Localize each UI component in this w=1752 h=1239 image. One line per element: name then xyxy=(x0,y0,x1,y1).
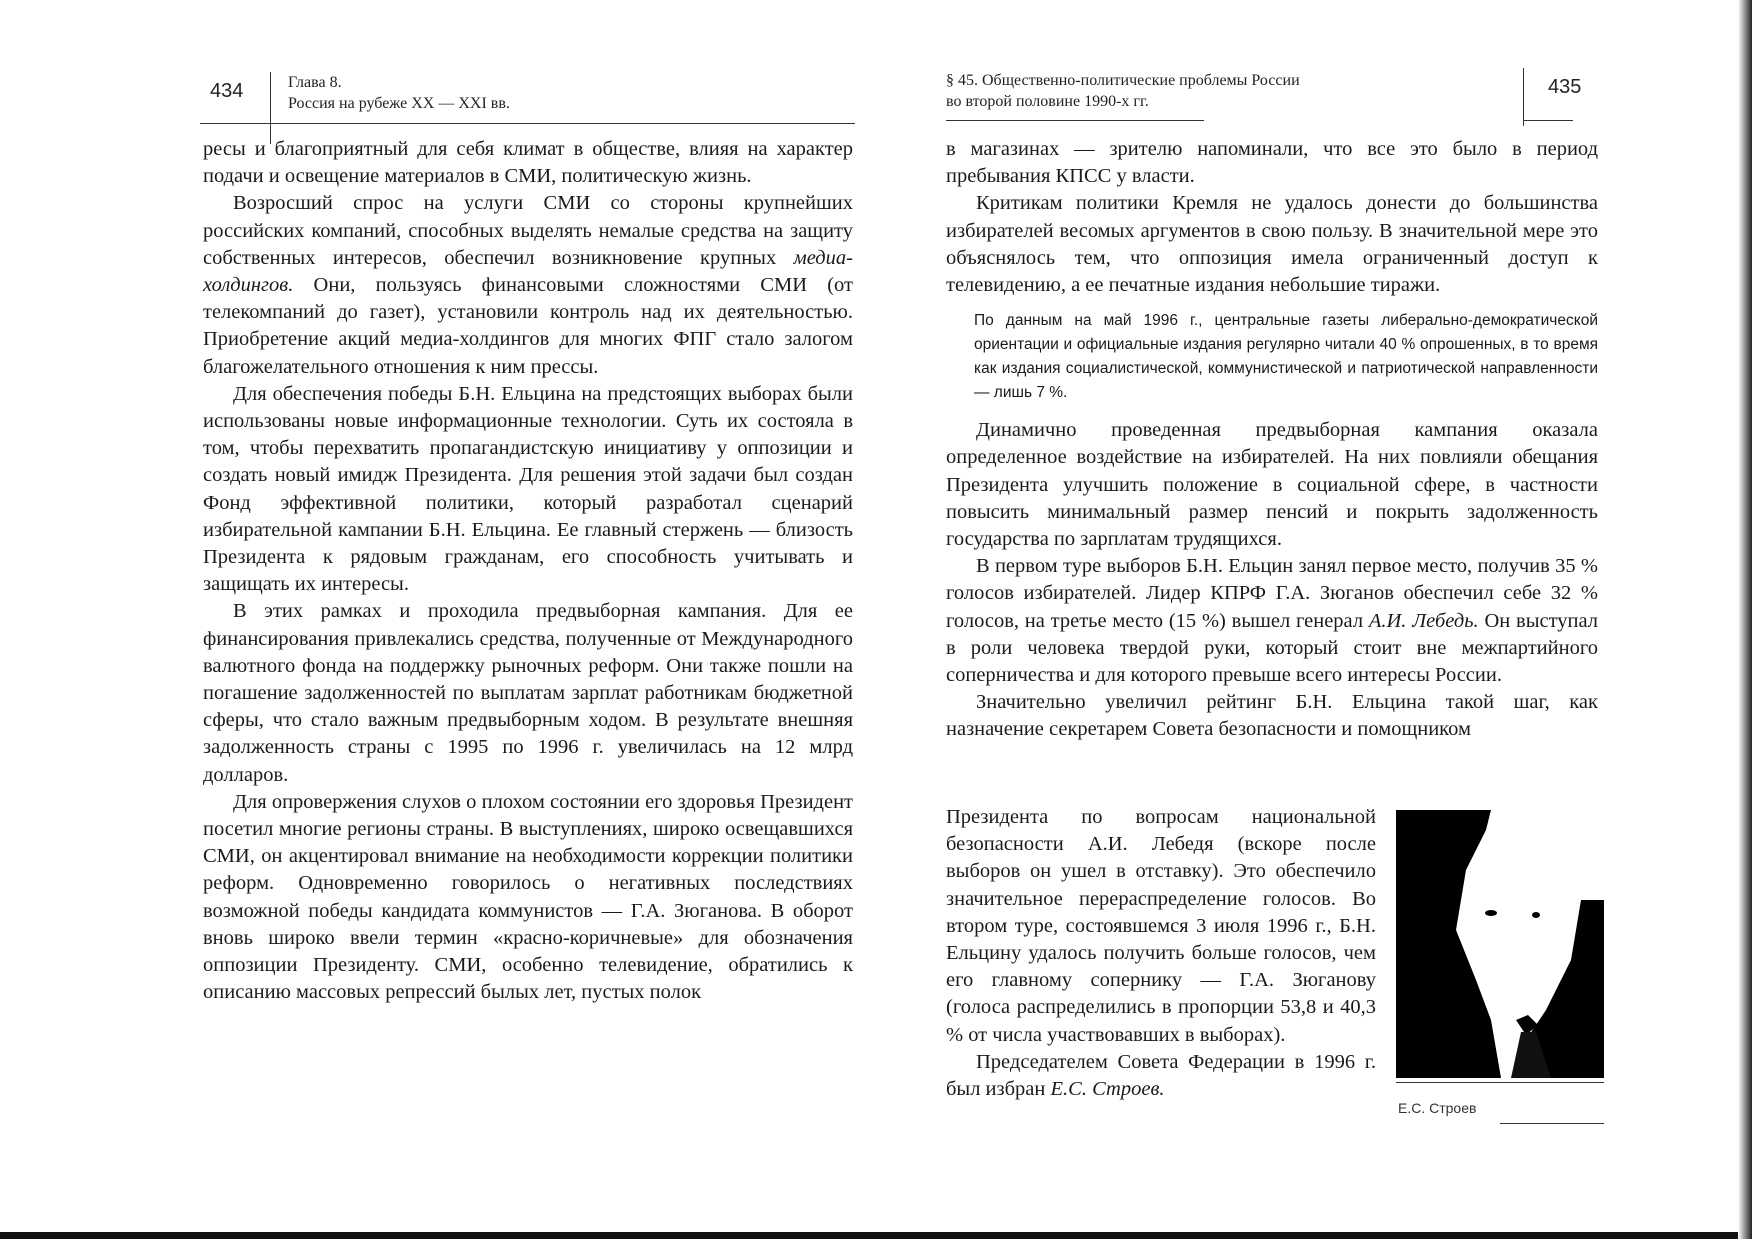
left-body-text xyxy=(203,136,853,1007)
paragraph: в магазинах — зрителю напоминали, что все это было в период пребывания КПСС у власти. xyxy=(946,138,1598,188)
section-subtitle: во второй половине 1990-х гг. xyxy=(946,93,1149,110)
portrait-photo-icon xyxy=(1396,810,1604,1078)
running-header-right xyxy=(946,70,1300,112)
header-rule xyxy=(946,120,1204,121)
left-page xyxy=(0,0,860,1239)
header-rule xyxy=(200,123,855,124)
scan-edge-bottom xyxy=(0,1232,1752,1239)
header-divider-vertical xyxy=(270,72,271,144)
page-number-right: 435 xyxy=(1548,76,1582,98)
section-title: § 45. Общественно-политические проблемы России xyxy=(946,72,1300,89)
paragraph: Значительно увеличил рейтинг Б.Н. Ельцина такой шаг, как назначение секретарем Совета безопасности и помощником xyxy=(946,691,1598,741)
portrait-photo xyxy=(1396,810,1604,1078)
paragraph: В первом туре выборов Б.Н. Ельцин занял первое место, получив 35 % голосов избирателей. Лидер КПРФ Г.А. Зюганов обеспечил себе 32 % голосов, на третье место (15 %) вышел генерал А.И. Лебедь. Он выступал в роли человека твердой руки, который стоит вне межпартийного соперничества и для которого превыше всего интересы России. xyxy=(946,555,1598,687)
right-body-text xyxy=(946,136,1598,744)
running-header-left xyxy=(288,72,510,114)
caption-rule xyxy=(1500,1123,1604,1124)
paragraph: ресы и благоприятный для себя климат в обществе, влияя на характер подачи и освещение материалов в СМИ, политическую жизнь. xyxy=(203,138,853,188)
header-rule-short xyxy=(1523,120,1573,121)
scan-edge-right xyxy=(1738,0,1752,1239)
paragraph: Критикам политики Кремля не удалось донести до большинства избирателей весомых аргументов в свою пользу. В значительной мере это объяснялось тем, что оппозиция имела ограниченный доступ к телевидению, а ее печатные издания небольшие тиражи. xyxy=(946,192,1598,297)
chapter-title: Россия на рубеже XX — XXI вв. xyxy=(288,95,510,112)
paragraph: Председателем Совета Федерации в 1996 г. был избран Е.С. Строев. xyxy=(946,1050,1376,1101)
paragraph: Президента по вопросам национальной безопасности А.И. Лебедя (вскоре после выборов он ушел в отставку). Это обеспечило значительное перераспределение голосов. Во втором туре, состоявшемся 3 июля 1996 г., Б.Н. Ельцину удалось получить больше голосов, чем его главному сопернику — Г.А. Зюганову (голоса распределились в пропорции 53,8 и 40,3 % от числа участвовавших в выборах). xyxy=(946,806,1376,1046)
paragraph: Динамично проведенная предвыборная кампания оказала определенное воздействие на избирателей. На них повлияли обещания Президента улучшить положение в социальной сфере, в частности повысить минимальный размер пенсий и покрыть задолженность государства по зарплатам трудящихся. xyxy=(946,419,1598,551)
page-number-left: 434 xyxy=(210,80,244,102)
wrapped-text-beside-photo xyxy=(946,804,1376,1103)
emphasis-name: А.И. Лебедь. xyxy=(1368,609,1479,632)
paragraph: Для обеспечения победы Б.Н. Ельцина на предстоящих выборах были использованы новые информационные технологии. Суть их состояла в том, чтобы перехватить пропагандистскую инициативу у оппозиции и создать новый имидж Президента. Для решения этой задачи был создан Фонд эффективной политики, который разработал сценарий избирательной кампании Б.Н. Ельцина. Ее главный стержень — близость Президента к рядовым гражданам, его способность учитывать и защищать их интересы. xyxy=(203,382,853,596)
chapter-number: Глава 8. xyxy=(288,74,342,91)
emphasis-name: Е.С. Строев. xyxy=(1050,1078,1165,1101)
photo-rule xyxy=(1396,1082,1604,1083)
paragraph: В этих рамках и проходила предвыборная кампания. Для ее финансирования привлекались средства, полученные от Международного валютного фонда на поддержку рыночных реформ. Они также пошли на погашение задолженностей по выплатам зарплат работникам бюджетной сферы, что стало важным предвыборным ходом. В результате внешняя задолженность страны с 1995 по 1996 г. увеличилась на 12 млрд долларов. xyxy=(203,600,853,786)
paragraph: Для опровержения слухов о плохом состоянии его здоровья Президент посетил многие регионы страны. В выступлениях, широко освещавшихся СМИ, он акцентировал внимание на необходимости коррекции политики реформ. Одновременно говорилось о негативных последствиях возможной победы кандидата коммунистов — Г.А. Зюганова. В оборот вновь широко ввели термин «красно-коричневые» для обозначения оппозиции Президенту. СМИ, особенно телевидение, обратились к описанию массовых репрессий былых лет, пустых полок xyxy=(203,790,853,1004)
header-divider-vertical xyxy=(1523,68,1524,126)
photo-caption: Е.С. Строев xyxy=(1398,1100,1477,1116)
statistics-note: По данным на май 1996 г., центральные газеты либерально-демократической ориентации и официальные издания регулярно читали 40 % опрошенных, в то время как издания социалистической, коммунистической и патриотической направленности — лишь 7 %. xyxy=(974,312,1598,402)
emphasis-term: медиа-холдингов. xyxy=(203,246,853,297)
paragraph: Возросший спрос на услуги СМИ со стороны крупнейших российских компаний, способных выделять немалые средства на защиту собственных интересов, обеспечил возникновение крупных медиа-холдингов. Они, пользуясь финансовыми сложностями СМИ (от телекомпаний до газет), установили контроль над их деятельностью. Приобретение акций медиа-холдингов для многих ФПГ стало залогом благожелательного отношения к ним прессы. xyxy=(203,192,853,378)
